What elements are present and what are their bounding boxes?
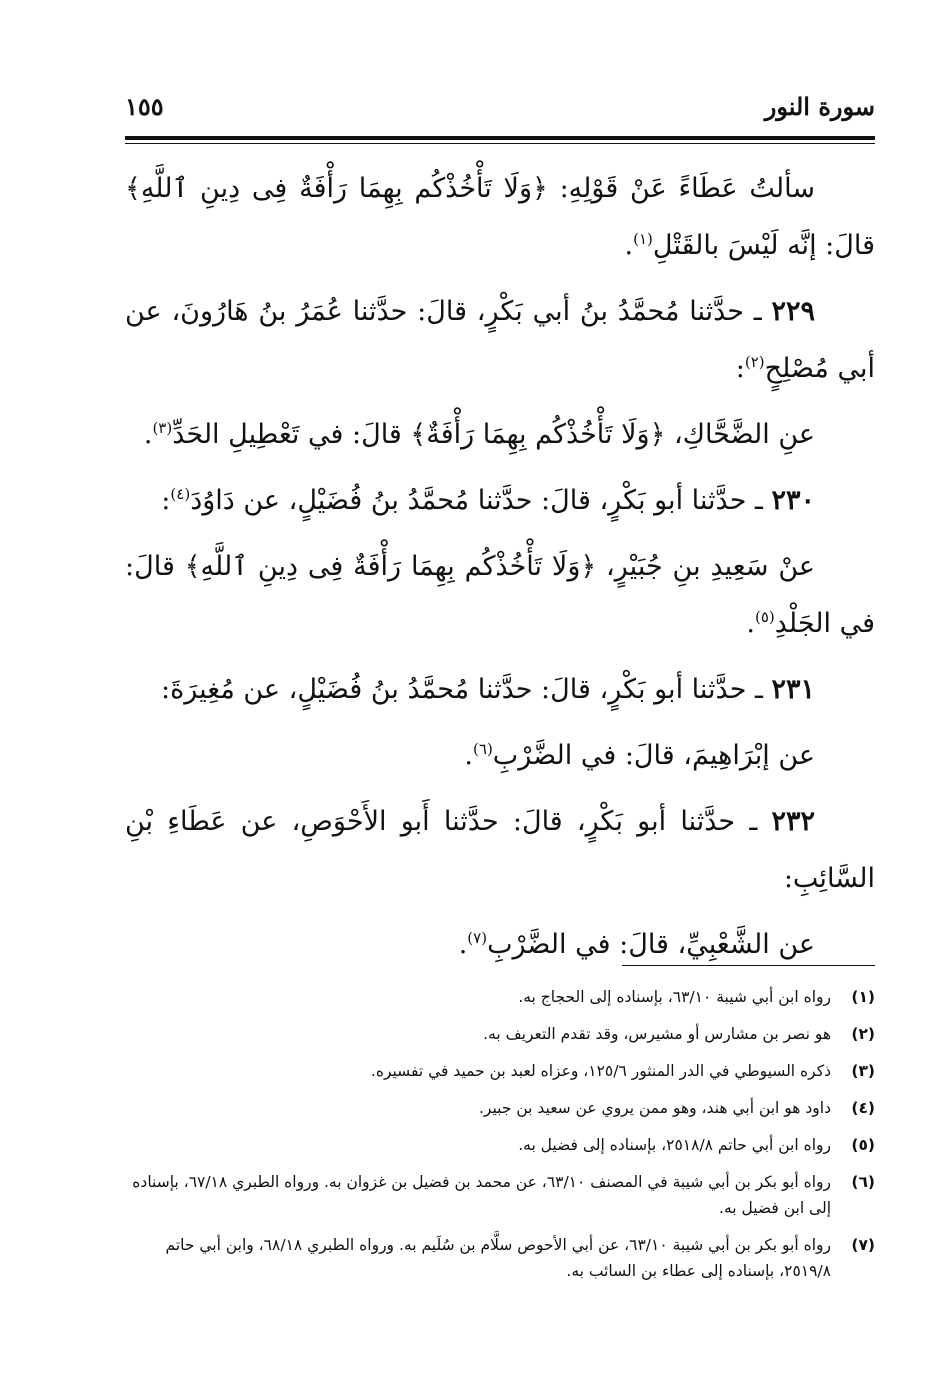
paragraph-7 bbox=[125, 727, 875, 784]
paragraph-text: عن إبْرَاهِيمَ، قالَ: في الضَّرْبِ bbox=[492, 740, 815, 771]
paragraph-3 bbox=[125, 406, 875, 463]
footnote-text: هو نصر بن مشارس أو مشيرس، وقد تقدم التعريف به. bbox=[483, 1025, 831, 1043]
hadith-number: ٢٣٢ bbox=[771, 806, 815, 837]
footnote-item bbox=[125, 984, 875, 1010]
paragraph-text: عنِ الضَّحَّاكِ، ﴿وَلَا تَأْخُذْكُم بِهِمَا رَأْفَةٌ﴾ قالَ: في تَعْطِيلِ الحَدِّ bbox=[172, 419, 815, 450]
paragraph-1 bbox=[125, 160, 875, 274]
hadith-229 bbox=[125, 283, 875, 397]
footnote-text: رواه أبو بكر بن أبي شيبة في المصنف ٦٣/١٠، عن محمد بن فضيل بن غزوان به. ورواه الطبري ٦٧/١٨، بإسناده إلى ابن فضيل به. bbox=[132, 1173, 831, 1217]
hadith-230 bbox=[125, 472, 875, 529]
footnote-mark: (١) bbox=[851, 988, 875, 1006]
footnote-text: رواه ابن أبي حاتم ٢٥١٨/٨، بإسناده إلى فضيل به. bbox=[518, 1136, 831, 1154]
footnote-separator bbox=[622, 965, 875, 966]
punctuation: : bbox=[735, 353, 745, 384]
footnote-mark: (٣) bbox=[851, 1062, 875, 1080]
footnote-text: رواه ابن أبي شيبة ٦٣/١٠، بإسناده إلى الحجاج به. bbox=[518, 988, 831, 1006]
hadith-number: ٢٢٩ bbox=[771, 296, 815, 327]
paragraph-text: ـ حدَّثنا أبو بَكْرٍ، قالَ: حدَّثنا مُحمَّدُ بنُ فُضَيْلٍ، عن مُغِيرَةَ: bbox=[161, 674, 772, 705]
footnote-item bbox=[125, 1021, 875, 1047]
footnote-text: داود هو ابن أبي هند، وهو ممن يروي عن سعيد بن جبير. bbox=[479, 1099, 831, 1117]
footnote-mark: (٢) bbox=[851, 1025, 875, 1043]
punctuation: . bbox=[746, 608, 755, 639]
paragraph-text: ـ حدَّثنا مُحمَّدُ بنُ أبي بَكْرٍ، قالَ: حدَّثنا عُمَرُ بنُ هَارُونَ، عن أبي مُصْلِحٍ bbox=[125, 296, 875, 384]
footnote-mark: (٦) bbox=[851, 1173, 875, 1191]
footnote-mark: (٥) bbox=[851, 1136, 875, 1154]
footnote-item bbox=[125, 1095, 875, 1121]
footnote-ref: (١) bbox=[633, 230, 653, 248]
footnote-text: رواه أبو بكر بن أبي شيبة ٦٣/١٠، عن أبي الأحوص سلَّام بن سُلَيم به. ورواه الطبري ٦٨/١٨، وابن أبي حاتم ٢٥١٩/٨، بإسناده إلى عطاء بن السائب به. bbox=[165, 1236, 831, 1280]
paragraph-text: عنْ سَعِيدِ بنِ جُبَيْرٍ، ﴿وَلَا تَأْخُذْكُم بِهِمَا رَأْفَةٌ فِى دِينِ ٱللَّهِ﴾ قالَ: في الجَلْدِ bbox=[125, 551, 875, 639]
footnote-item bbox=[125, 1169, 875, 1221]
hadith-number: ٢٣١ bbox=[771, 674, 815, 705]
footnote-ref: (٣) bbox=[152, 419, 173, 437]
punctuation: . bbox=[143, 419, 153, 450]
header-rule-thin bbox=[125, 143, 875, 144]
paragraph-text: سألتُ عَطَاءً عَنْ قَوْلِهِ: ﴿وَلَا تَأْخُذْكُم بِهِمَا رَأْفَةٌ فِى دِينِ ٱللَّهِ﴾ قالَ: إنَّه لَيْسَ بالقَتْلِ bbox=[125, 173, 875, 261]
footnote-ref: (٥) bbox=[754, 608, 775, 626]
punctuation: . bbox=[464, 740, 474, 771]
punctuation: : bbox=[161, 485, 171, 516]
footnote-item bbox=[125, 1058, 875, 1084]
footnote-ref: (٢) bbox=[744, 353, 765, 371]
footnote-ref: (٦) bbox=[473, 740, 493, 758]
paragraph-text: عن الشَّعْبِيِّ، قالَ: في الضَّرْبِ bbox=[487, 929, 815, 960]
main-text bbox=[125, 160, 875, 982]
footnote-text: ذكره السيوطي في الدر المنثور ١٢٥/٦، وعزاه لعبد بن حميد في تفسيره. bbox=[370, 1062, 831, 1080]
footnote-item bbox=[125, 1132, 875, 1158]
paragraph-text: ـ حدَّثنا أبو بَكْرٍ، قالَ: حدَّثنا أَبو الأَحْوَصِ، عن عَطَاءِ بْنِ السَّائِبِ: bbox=[125, 806, 875, 894]
footnote-mark: (٤) bbox=[851, 1099, 875, 1117]
hadith-number: ٢٣٠ bbox=[771, 485, 815, 516]
hadith-231 bbox=[125, 661, 875, 718]
surah-title: سورة النور bbox=[764, 92, 875, 121]
punctuation: . bbox=[458, 929, 468, 960]
footnote-ref: (٧) bbox=[467, 929, 488, 947]
paragraph-5 bbox=[125, 538, 875, 652]
footnote-ref: (٤) bbox=[170, 485, 191, 503]
paragraph-text: ـ حدَّثنا أبو بَكْرٍ، قالَ: حدَّثنا مُحمَّدُ بنُ فُضَيْلٍ، عن دَاوُدَ bbox=[190, 485, 772, 516]
footnotes bbox=[125, 984, 875, 1295]
footnote-mark: (٧) bbox=[851, 1236, 875, 1254]
header-rule-thick bbox=[125, 136, 875, 140]
page-number: ١٥٥ bbox=[125, 92, 164, 121]
punctuation: . bbox=[624, 230, 634, 261]
footnote-item bbox=[125, 1232, 875, 1284]
hadith-232 bbox=[125, 793, 875, 907]
